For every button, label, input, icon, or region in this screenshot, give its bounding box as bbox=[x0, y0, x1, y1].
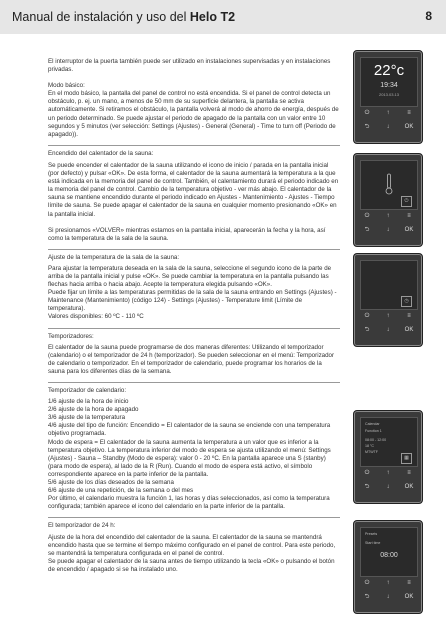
ok-button[interactable]: OK bbox=[404, 594, 414, 600]
calendar-label: Calendar bbox=[365, 422, 380, 426]
calendar-hours: 08:00 - 12:00 bbox=[365, 438, 387, 442]
page-number: 8 bbox=[425, 9, 432, 23]
ok-button[interactable]: OK bbox=[404, 327, 414, 333]
calendar-final-text: Por último, el calendario muestra la función 1, las horas y días seleccionados, así como la temperatura configurada; también aparece el icono del calendario en la parte inferior de la pantalla. bbox=[48, 495, 330, 511]
panel-buttons-bottom bbox=[354, 326, 422, 346]
menu-button[interactable]: ≡ bbox=[407, 313, 411, 319]
calendar-step: 6/6 ajuste de una repetición, de la semana o del mes bbox=[48, 487, 194, 495]
ok-button[interactable]: OK bbox=[404, 124, 414, 130]
panel-screen bbox=[360, 260, 418, 310]
manual-body bbox=[48, 58, 340, 574]
presets-label: Presets bbox=[365, 532, 378, 536]
up-button[interactable]: ↑ bbox=[386, 213, 390, 219]
temperature-values: Valores disponibles: 60 ºC - 110 ºC bbox=[48, 313, 144, 321]
control-panel-calendar bbox=[353, 410, 423, 504]
power-button[interactable]: ⏻ bbox=[364, 580, 370, 586]
back-button[interactable]: ⮌ bbox=[364, 227, 370, 233]
back-button[interactable]: ⮌ bbox=[364, 484, 370, 490]
thermometer-icon bbox=[385, 173, 393, 195]
back-button[interactable]: ⮌ bbox=[364, 594, 370, 600]
calendar-step: 2/6 ajuste de la hora de apagado bbox=[48, 406, 139, 414]
down-button[interactable]: ↓ bbox=[386, 227, 390, 233]
divider bbox=[48, 517, 340, 518]
basic-mode-title: Modo básico: bbox=[48, 82, 85, 90]
heater-title: Encendido del calentador de la sauna: bbox=[48, 149, 154, 157]
control-panel-temperature bbox=[353, 153, 423, 247]
start-stop-icon: ⏻ bbox=[401, 196, 412, 207]
back-button[interactable]: ⮌ bbox=[364, 124, 370, 130]
divider bbox=[48, 382, 340, 383]
timer-icon: ◷ bbox=[401, 296, 412, 307]
menu-button[interactable]: ≡ bbox=[407, 213, 411, 219]
down-button[interactable]: ↓ bbox=[386, 594, 390, 600]
timers-title: Temporizadores: bbox=[48, 332, 94, 340]
calendar-function: Function 1 bbox=[365, 429, 382, 433]
timer24-text-off: Se puede apagar el calentador de la sauna antes de tiempo utilizando la tecla «OK» o pulsando el botón de encendido / apagado si se ha instalado uno. bbox=[48, 557, 335, 573]
title-prefix: Manual de instalación y uso del bbox=[12, 10, 187, 24]
divider bbox=[48, 328, 340, 329]
up-button[interactable]: ↑ bbox=[386, 470, 390, 476]
calendar-step: 5/6 ajuste de los días deseados de la semana bbox=[48, 479, 174, 487]
manual-title bbox=[12, 10, 235, 24]
up-button[interactable]: ↑ bbox=[386, 110, 390, 116]
screen-time: 19:34 bbox=[380, 82, 398, 89]
heater-text: Se puede encender el calentador de la sauna utilizando el icono de inicio / parada en la pantalla inicial (por defecto) y pulsar «OK». De esta forma, el calentador de la sauna aumentará la temperatura a la que está indicada en la memoria del panel de control. También, el calentamiento durará el periodo indicado en la memoria del panel de control. Cambio de la temperatura objetivo - ver más abajo. El calentador de la sauna se mantiene encendido durante el periodo indicado en Ajustes - Mantenimiento - Ajustes - Tiempo límite de sauna. Se puede apagar el calentador de la sauna en cualquier momento presionando «OK» en la pantalla inicial. bbox=[48, 161, 339, 218]
down-button[interactable]: ↓ bbox=[386, 327, 390, 333]
calendar-icon: ▦ bbox=[401, 453, 412, 464]
control-panel-24h-timer bbox=[353, 520, 423, 614]
up-button[interactable]: ↑ bbox=[386, 580, 390, 586]
calendar-step: 3/6 ajuste de la temperatura bbox=[48, 414, 126, 422]
temperature-text: Para ajustar la temperatura deseada en la sala de la sauna, seleccione el segundo icono de la parte de arriba de la pantalla inicial y pulse «OK». Se puede cambiar la temperatura en la pantalla pulsando las flechas hacia arriba o hacia abajo. Acepte la temperatura elegida pulsando «OK». bbox=[48, 264, 332, 289]
panel-buttons-bottom bbox=[354, 483, 422, 503]
calendar-step: 1/6 ajuste de la hora de inicio bbox=[48, 398, 129, 406]
menu-button[interactable]: ≡ bbox=[407, 110, 411, 116]
panel-screen bbox=[360, 160, 418, 210]
start-time-value: 08:00 bbox=[380, 552, 398, 559]
panel-buttons-bottom bbox=[354, 593, 422, 613]
screen-temperature: 22°c bbox=[373, 62, 405, 79]
calendar-step: 4/6 ajuste del tipo de función: Encendido = El calentador de la sauna se enciende con una temperatura objetivo programada. bbox=[48, 422, 331, 438]
control-panel-home bbox=[353, 50, 423, 144]
timers-text: El calentador de la sauna puede programarse de dos maneras diferentes: Utilizando el temporizador (calendario) o el temporizador de 24 h (temporizador). Se pueden seleccionar en el menú: Temporizador de calendario o temporizador. En el temporizador de calendario, puede programar los horarios de la sauna para los diferentes días de la semana. bbox=[48, 343, 335, 375]
timer24-title: El temporizador de 24 h: bbox=[48, 522, 116, 530]
calendar-timer-title: Temporizador de calendario: bbox=[48, 387, 127, 394]
screen-date: 2013.03.13 bbox=[378, 92, 400, 97]
title-product: Helo T2 bbox=[189, 10, 236, 24]
panel-screen bbox=[360, 417, 418, 467]
power-button[interactable]: ⏻ bbox=[364, 213, 370, 219]
page-header bbox=[0, 0, 446, 34]
power-button[interactable]: ⏻ bbox=[364, 313, 370, 319]
temperature-limit-text: Puede fijar un límite a las temperaturas permitidas de la sala de la sauna entrando en Settings (Ajustes) - Maintenance (Mantenimiento) (código 124) - Settings (Ajustes) - Temperature limit (Límite de temperatura). bbox=[48, 289, 337, 313]
menu-button[interactable]: ≡ bbox=[407, 470, 411, 476]
ok-button[interactable]: OK bbox=[404, 484, 414, 490]
up-button[interactable]: ↑ bbox=[386, 313, 390, 319]
intro-paragraph: El interruptor de la puerta también puede ser utilizado en instalaciones supervisadas y en instalaciones privadas. bbox=[48, 58, 331, 74]
panel-buttons-bottom bbox=[354, 226, 422, 246]
calendar-days: MTWTF bbox=[365, 450, 378, 454]
back-button[interactable]: ⮌ bbox=[364, 327, 370, 333]
timer24-text: Ajuste de la hora del encendido del calentador de la sauna. El calentador de la sauna se mantendrá encendido hasta que se termine el tiempo máximo configurado en el panel de control. Para este periodo, se mantendrá la temperatura configurada en el panel de control. bbox=[48, 533, 336, 557]
start-time-label: Start time bbox=[365, 541, 381, 545]
calendar-temperature: 18 °C bbox=[365, 444, 375, 448]
panel-buttons-bottom bbox=[354, 123, 422, 143]
panel-screen bbox=[360, 57, 418, 107]
divider bbox=[48, 145, 340, 146]
divider bbox=[48, 249, 340, 250]
temperature-title: Ajuste de la temperatura de la sala de la sauna: bbox=[48, 253, 180, 261]
control-panel-timer bbox=[353, 253, 423, 347]
calendar-standby-text: Modo de espera = El calentador de la sauna aumenta la temperatura a un valor que es inferior a la temperatura objetivo. La temperatura inferior del modo de espera se ajusta utilizando el menú: Settings (Ajustes) - Sauna – Standby (Modo de espera): valor 0 - 20 ºC. En la pantalla aparece una S (stanby) (para modo de espera), al lado de la R (Run). Cuando el modo de espera está activo, el símbolo correspondiente aparece en la parte inferior de la pantalla. bbox=[48, 438, 331, 478]
power-button[interactable]: ⏻ bbox=[364, 470, 370, 476]
ok-button[interactable]: OK bbox=[404, 227, 414, 233]
basic-mode-text: En el modo básico, la pantalla del panel de control no está encendida. Si el panel de control detecta un obstáculo, p. ej. un mano, a menos de 50 mm de su superficie delantera, la pantalla se activa automáticamente. Si retiramos el obstáculo, la pantalla volverá al modo de ahorro de energía, después de un periodo determinado. Se puede ajustar el periodo de apagado de la pantalla con un valor entre 10 segundos y 5 minutos (ver selección: Settings (Ajustes) - General (General) - Time to turn off (Periodo de apagado)). bbox=[48, 90, 339, 138]
panel-screen bbox=[360, 527, 418, 577]
down-button[interactable]: ↓ bbox=[386, 124, 390, 130]
power-button[interactable]: ⏻ bbox=[364, 110, 370, 116]
volver-text: Si presionamos «VOLVER» mientras estamos en la pantalla inicial, aparecerán la fecha y la hora, así como la temperatura de la sala de la sauna. bbox=[48, 226, 326, 242]
menu-button[interactable]: ≡ bbox=[407, 580, 411, 586]
down-button[interactable]: ↓ bbox=[386, 484, 390, 490]
